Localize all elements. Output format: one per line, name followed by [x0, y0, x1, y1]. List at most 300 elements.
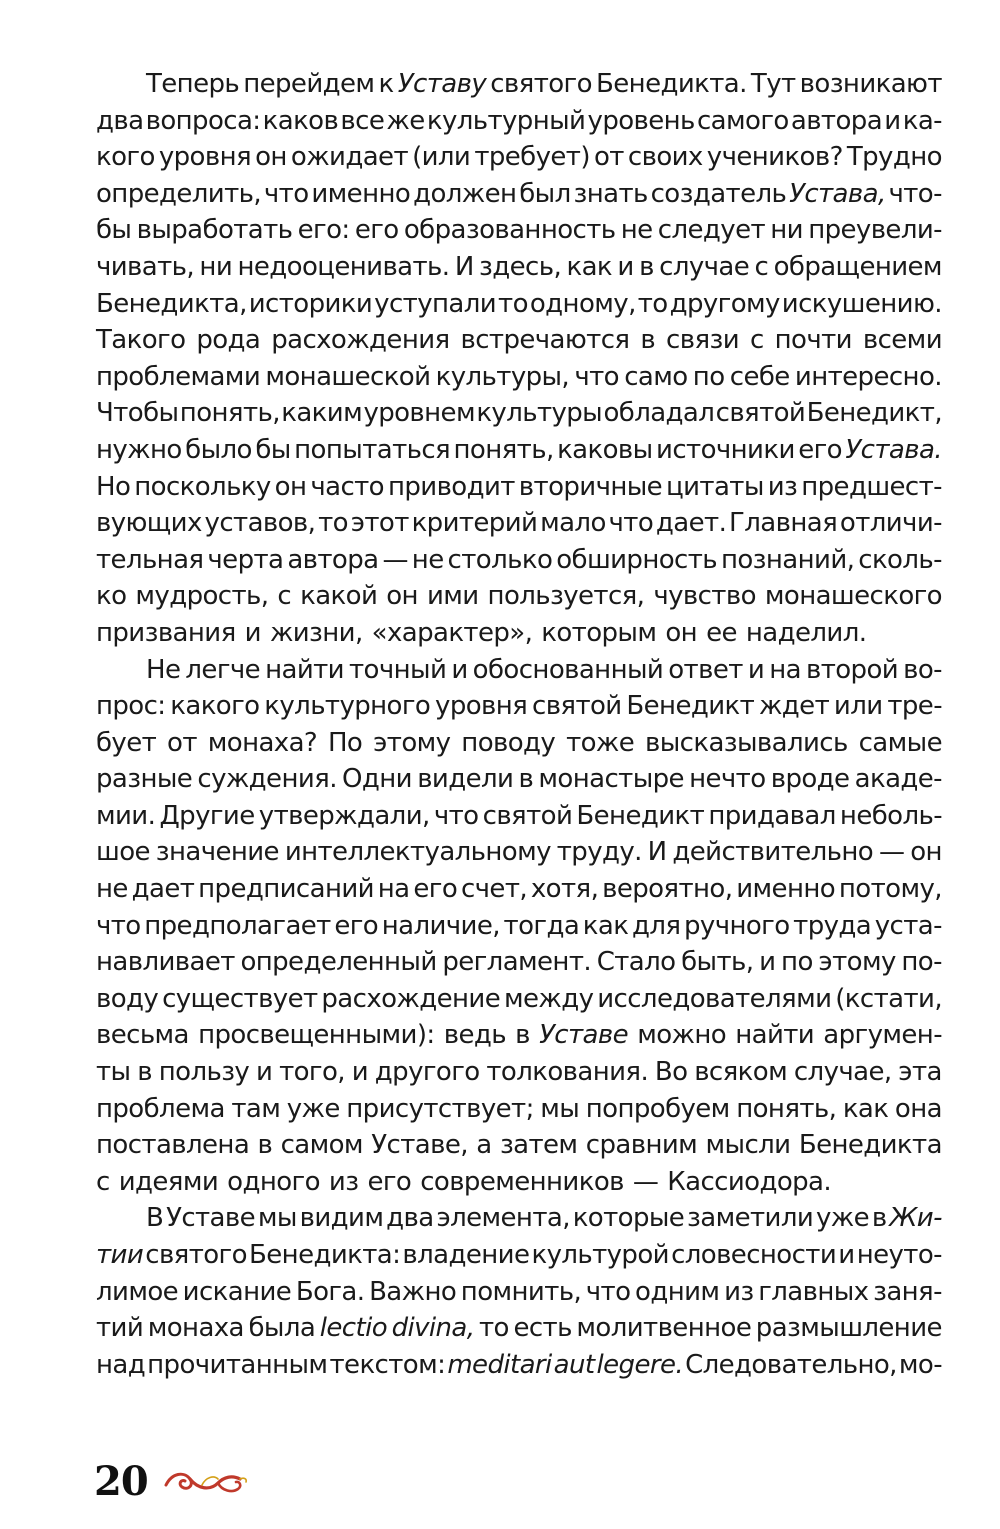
- text-line: [96, 1237, 942, 1274]
- word: его: [354, 215, 399, 246]
- word: он: [386, 581, 418, 612]
- page-footer: [94, 1458, 250, 1505]
- word: Не: [146, 654, 181, 685]
- page-body-text: [96, 66, 942, 1383]
- word: почти: [774, 325, 852, 356]
- word: в: [640, 325, 656, 356]
- word: кого: [96, 142, 155, 173]
- word: и: [747, 654, 765, 685]
- word: его: [413, 874, 458, 905]
- text-line: [96, 615, 942, 652]
- text-line: [96, 1127, 942, 1164]
- word: святой: [482, 800, 573, 831]
- word: искание: [182, 1276, 292, 1307]
- word: —: [382, 544, 408, 575]
- word: то: [498, 288, 528, 319]
- word: что: [608, 508, 654, 539]
- word: идеями: [118, 1166, 219, 1197]
- word: всеми: [862, 325, 942, 356]
- word: которым: [541, 617, 657, 648]
- word: своих: [627, 142, 703, 173]
- text-line: [96, 432, 942, 469]
- word: от: [167, 727, 197, 758]
- word: и: [351, 1057, 369, 1088]
- word: потому,: [838, 874, 942, 905]
- word: должен: [413, 178, 517, 209]
- word: поскольку: [134, 471, 271, 502]
- word: там: [231, 1093, 281, 1124]
- word: связи: [666, 325, 740, 356]
- word: затем: [499, 1130, 578, 1161]
- word: ведь: [443, 1020, 506, 1051]
- word: одному,: [529, 288, 636, 319]
- word: источники: [656, 434, 795, 465]
- text-line: [96, 1310, 942, 1347]
- word: с: [277, 581, 292, 612]
- word: критерий: [411, 508, 538, 539]
- text-line: [96, 688, 942, 725]
- paragraph: [96, 1200, 942, 1383]
- word: он: [910, 837, 942, 868]
- word: тий: [96, 1313, 144, 1344]
- text-line: [96, 1054, 942, 1091]
- word: шое: [96, 837, 150, 868]
- word: молитвенное: [576, 1313, 752, 1344]
- word: элемента,: [436, 1203, 570, 1234]
- word: над: [96, 1349, 146, 1380]
- word: монашеской: [265, 361, 431, 392]
- word: бы: [96, 215, 132, 246]
- word: Бенедикт,: [806, 398, 942, 429]
- word: по: [692, 361, 725, 392]
- word: из: [328, 1166, 359, 1197]
- word: случае,: [793, 1057, 892, 1088]
- word: рода: [196, 325, 261, 356]
- word: наличие,: [381, 910, 500, 941]
- word: Бенедикта.: [596, 69, 747, 99]
- word: из: [767, 471, 798, 502]
- word: заня-: [873, 1276, 942, 1307]
- word: словесности: [671, 1240, 837, 1270]
- word: от: [593, 142, 624, 173]
- word: предписаний: [198, 874, 374, 905]
- text-line: [96, 395, 942, 432]
- word: что: [574, 361, 619, 392]
- word: святой: [715, 398, 806, 429]
- word: уставов,: [204, 508, 316, 539]
- word: его:: [297, 215, 350, 246]
- text-line: [96, 1200, 942, 1237]
- word: Важно: [369, 1276, 457, 1307]
- text-line: [96, 761, 942, 798]
- text-line: [96, 1347, 942, 1384]
- word: вроде: [770, 764, 850, 795]
- word: монастыре: [538, 764, 684, 795]
- word: монашеского: [764, 581, 942, 612]
- word: —: [878, 837, 905, 868]
- word: навливает: [96, 947, 235, 978]
- word: Бенедикта:: [249, 1240, 401, 1270]
- word: Трудно: [846, 142, 942, 173]
- paragraph: [96, 652, 942, 1201]
- word: Уставе,: [371, 1130, 468, 1161]
- text-line: [96, 1274, 942, 1311]
- word: святого: [145, 1240, 247, 1270]
- word: расхождение: [321, 983, 501, 1014]
- word: обращением: [773, 251, 942, 282]
- word: Уставе: [539, 1020, 628, 1051]
- word: Чтобы: [96, 398, 179, 429]
- word: найти: [735, 1020, 815, 1051]
- word: именно: [311, 178, 411, 209]
- word: акаде-: [854, 764, 942, 795]
- word: в: [515, 1020, 530, 1051]
- word: приводит: [387, 471, 515, 502]
- word: видим: [299, 1203, 384, 1234]
- word: вероятно,: [602, 874, 733, 905]
- word: «характер»,: [371, 617, 533, 648]
- word: между: [503, 983, 594, 1014]
- word: ни: [770, 215, 803, 246]
- word: знать: [573, 178, 648, 209]
- word: цитаты: [666, 471, 764, 502]
- word: его: [334, 910, 379, 941]
- word: здесь,: [479, 251, 562, 282]
- word: жизни,: [269, 617, 363, 648]
- word: Следовательно,: [685, 1349, 897, 1380]
- word: каковы: [557, 434, 653, 465]
- word: для: [631, 910, 681, 941]
- text-line: [96, 908, 942, 945]
- text-line: [96, 139, 942, 176]
- text-line: [96, 981, 942, 1018]
- word: случае: [659, 251, 750, 282]
- word: проблемами: [96, 361, 261, 392]
- word: какой: [300, 581, 378, 612]
- text-line: [96, 176, 942, 213]
- word: чивать,: [96, 251, 195, 282]
- word: (кстати,: [835, 983, 942, 1014]
- word: что: [433, 800, 479, 831]
- word: divina,: [391, 1313, 475, 1344]
- word: можно: [637, 1020, 727, 1051]
- word: встречаются: [460, 325, 630, 356]
- word: святого: [490, 69, 592, 99]
- word: автора: [790, 105, 883, 136]
- word: предшест-: [801, 471, 942, 502]
- word: ожидает: [290, 142, 408, 173]
- text-line: [96, 249, 942, 286]
- word: разные: [96, 764, 193, 795]
- word: то: [479, 1313, 509, 1344]
- word: в: [257, 1130, 273, 1161]
- word: образованность: [403, 215, 616, 246]
- word: пользуется,: [487, 581, 645, 612]
- word: труда: [793, 910, 872, 941]
- word: какого: [170, 691, 260, 722]
- text-line: [96, 542, 942, 579]
- word: Другие: [159, 800, 255, 831]
- word: в: [137, 1057, 152, 1088]
- word: уста-: [874, 910, 942, 941]
- word: Бенедикта: [798, 1130, 942, 1161]
- word: святой: [532, 691, 622, 722]
- word: монаха?: [207, 727, 318, 758]
- word: тии: [96, 1240, 144, 1270]
- word: как: [566, 251, 613, 282]
- word: дает: [131, 874, 195, 905]
- word: того,: [279, 1057, 345, 1088]
- text-line: [96, 834, 942, 871]
- word: Такого: [96, 325, 186, 356]
- word: расхождения: [271, 325, 450, 356]
- word: понять,: [453, 434, 554, 465]
- word: что: [96, 910, 141, 941]
- word: как: [582, 910, 629, 941]
- word: уровень: [587, 105, 695, 136]
- word: ждет: [758, 691, 830, 722]
- word: с: [749, 325, 764, 356]
- word: поводу: [461, 727, 556, 758]
- word: которые: [572, 1203, 685, 1234]
- word: aut: [553, 1349, 595, 1380]
- text-line: [96, 212, 942, 249]
- word: видели: [417, 764, 514, 795]
- word: труду.: [556, 837, 642, 868]
- word: черта: [207, 544, 284, 575]
- word: то: [637, 288, 668, 319]
- word: что: [585, 1276, 631, 1307]
- word: искушению.: [781, 288, 942, 319]
- word: по: [781, 947, 813, 978]
- word: проблема: [96, 1093, 225, 1124]
- word: неболь-: [839, 800, 942, 831]
- word: следует: [657, 215, 766, 246]
- word: то: [318, 508, 348, 539]
- word: meditari: [447, 1349, 552, 1380]
- word: понять,: [736, 1093, 837, 1124]
- word: неуто-: [856, 1240, 942, 1270]
- word: бы: [255, 434, 291, 465]
- word: в: [518, 764, 534, 795]
- word: во-: [903, 654, 942, 685]
- word: Бенедикт: [576, 800, 705, 831]
- word: придавал: [708, 800, 836, 831]
- word: В: [146, 1203, 164, 1234]
- word: или: [833, 691, 883, 722]
- word: исследователями: [597, 983, 832, 1014]
- word: Теперь: [146, 69, 240, 99]
- word: наделил.: [745, 617, 867, 648]
- word: точный: [349, 654, 447, 685]
- word: Тут: [750, 69, 796, 99]
- text-line: [96, 871, 942, 908]
- word: быть,: [681, 947, 754, 978]
- word: интеллектуальному: [284, 837, 551, 868]
- word: весьма: [96, 1020, 189, 1051]
- word: он: [255, 142, 287, 173]
- word: чувство: [653, 581, 756, 612]
- word: не: [620, 215, 653, 246]
- word: себе: [729, 361, 790, 392]
- word: текстом:: [329, 1349, 446, 1380]
- word: определить,: [96, 178, 262, 209]
- word: Бенедикт: [626, 691, 755, 722]
- word: найти: [265, 654, 344, 685]
- word: понять,: [179, 398, 280, 429]
- word: что-: [888, 178, 942, 209]
- word: тогда: [503, 910, 580, 941]
- word: главных: [758, 1276, 869, 1307]
- word: и: [884, 105, 901, 136]
- text-line: [96, 286, 942, 323]
- word: что: [263, 178, 309, 209]
- word: культуры: [476, 398, 603, 429]
- word: legere.: [596, 1349, 684, 1380]
- word: просвещенными):: [198, 1020, 435, 1051]
- word: историки: [248, 288, 373, 319]
- word: действительно: [672, 837, 874, 868]
- word: помнить,: [460, 1276, 582, 1307]
- text-line: [96, 798, 942, 835]
- word: с: [96, 1166, 110, 1197]
- word: два: [386, 1203, 434, 1234]
- word: была: [248, 1313, 316, 1344]
- word: lectio: [319, 1313, 388, 1344]
- word: тре-: [887, 691, 942, 722]
- word: прос:: [96, 691, 166, 722]
- word: тоже: [566, 727, 635, 758]
- word: обладал: [603, 398, 715, 429]
- word: из: [724, 1276, 754, 1307]
- word: и: [255, 1057, 273, 1088]
- word: высказывались: [645, 727, 848, 758]
- word: и: [617, 251, 634, 282]
- word: счет,: [460, 874, 528, 905]
- word: Одни: [342, 764, 412, 795]
- word: самые: [858, 727, 942, 758]
- word: Но: [96, 471, 131, 502]
- word: уже: [286, 1093, 340, 1124]
- word: утверждали,: [258, 800, 430, 831]
- word: ответ: [668, 654, 743, 685]
- word: Устава.: [845, 434, 942, 465]
- word: культурный: [426, 105, 586, 136]
- word: она: [894, 1093, 942, 1124]
- word: Кассиодора.: [667, 1166, 832, 1197]
- word: и: [451, 654, 468, 685]
- word: этому: [373, 727, 451, 758]
- word: же: [386, 105, 425, 136]
- word: вующих: [96, 508, 202, 539]
- text-line: [96, 1017, 942, 1054]
- word: другого: [374, 1057, 480, 1088]
- word: —: [632, 1166, 659, 1197]
- word: ко: [96, 581, 127, 612]
- word: вторичные: [518, 471, 663, 502]
- word: лимое: [96, 1276, 179, 1307]
- word: создатель: [650, 178, 787, 209]
- word: мии.: [96, 800, 156, 831]
- word: Жи-: [889, 1203, 942, 1234]
- word: ты: [96, 1057, 131, 1088]
- word: нужно: [96, 434, 182, 465]
- word: Бенедикта,: [96, 288, 247, 319]
- word: автора: [287, 544, 379, 575]
- word: столько: [447, 544, 553, 575]
- word: Устава,: [789, 178, 886, 209]
- word: предполагает: [144, 910, 331, 941]
- word: именно: [736, 874, 836, 905]
- word: культурного: [264, 691, 431, 722]
- word: в: [871, 1203, 887, 1234]
- word: заметили: [687, 1203, 814, 1234]
- word: Уставу: [397, 69, 487, 99]
- word: сколь-: [858, 544, 942, 575]
- word: попробуем: [585, 1093, 730, 1124]
- word: каким: [281, 398, 363, 429]
- word: на: [769, 654, 801, 685]
- word: уровнем: [363, 398, 475, 429]
- word: второй: [805, 654, 899, 685]
- word: перейдем: [243, 69, 375, 99]
- word: два: [96, 105, 144, 136]
- word: интересно.: [794, 361, 942, 392]
- word: в: [639, 251, 654, 282]
- word: другому: [669, 288, 780, 319]
- word: эта: [898, 1057, 942, 1088]
- word: самого: [696, 105, 789, 136]
- word: как: [842, 1093, 889, 1124]
- word: было: [185, 434, 252, 465]
- word: само: [624, 361, 688, 392]
- word: нечто: [689, 764, 766, 795]
- word: ими: [426, 581, 479, 612]
- word: уровня: [158, 142, 252, 173]
- word: Главная: [729, 508, 838, 539]
- text-line: [96, 505, 942, 542]
- word: Стало: [596, 947, 676, 978]
- word: к: [378, 69, 394, 99]
- word: мы: [257, 1203, 297, 1234]
- word: уровня: [435, 691, 528, 722]
- word: одного: [227, 1166, 320, 1197]
- word: По: [327, 727, 363, 758]
- word: всяком: [694, 1057, 788, 1088]
- word: он: [665, 617, 698, 648]
- word: каков: [262, 105, 339, 136]
- word: и: [759, 947, 776, 978]
- word: часто: [310, 471, 384, 502]
- word: И: [647, 837, 667, 868]
- word: требует): [474, 142, 590, 173]
- word: мысли: [705, 1130, 791, 1161]
- word: поставлена: [96, 1130, 250, 1161]
- text-line: [96, 578, 942, 615]
- word: по-: [901, 947, 942, 978]
- word: присутствует;: [346, 1093, 534, 1124]
- text-line: [96, 103, 942, 140]
- word: монаха: [147, 1313, 244, 1344]
- word: бует: [96, 727, 157, 758]
- word: выработать: [136, 215, 293, 246]
- word: его: [367, 1166, 412, 1197]
- word: суждения.: [197, 764, 337, 795]
- word: легче: [185, 654, 261, 685]
- word: Бога.: [295, 1276, 365, 1307]
- word: ее: [706, 617, 737, 648]
- word: самом: [280, 1130, 363, 1161]
